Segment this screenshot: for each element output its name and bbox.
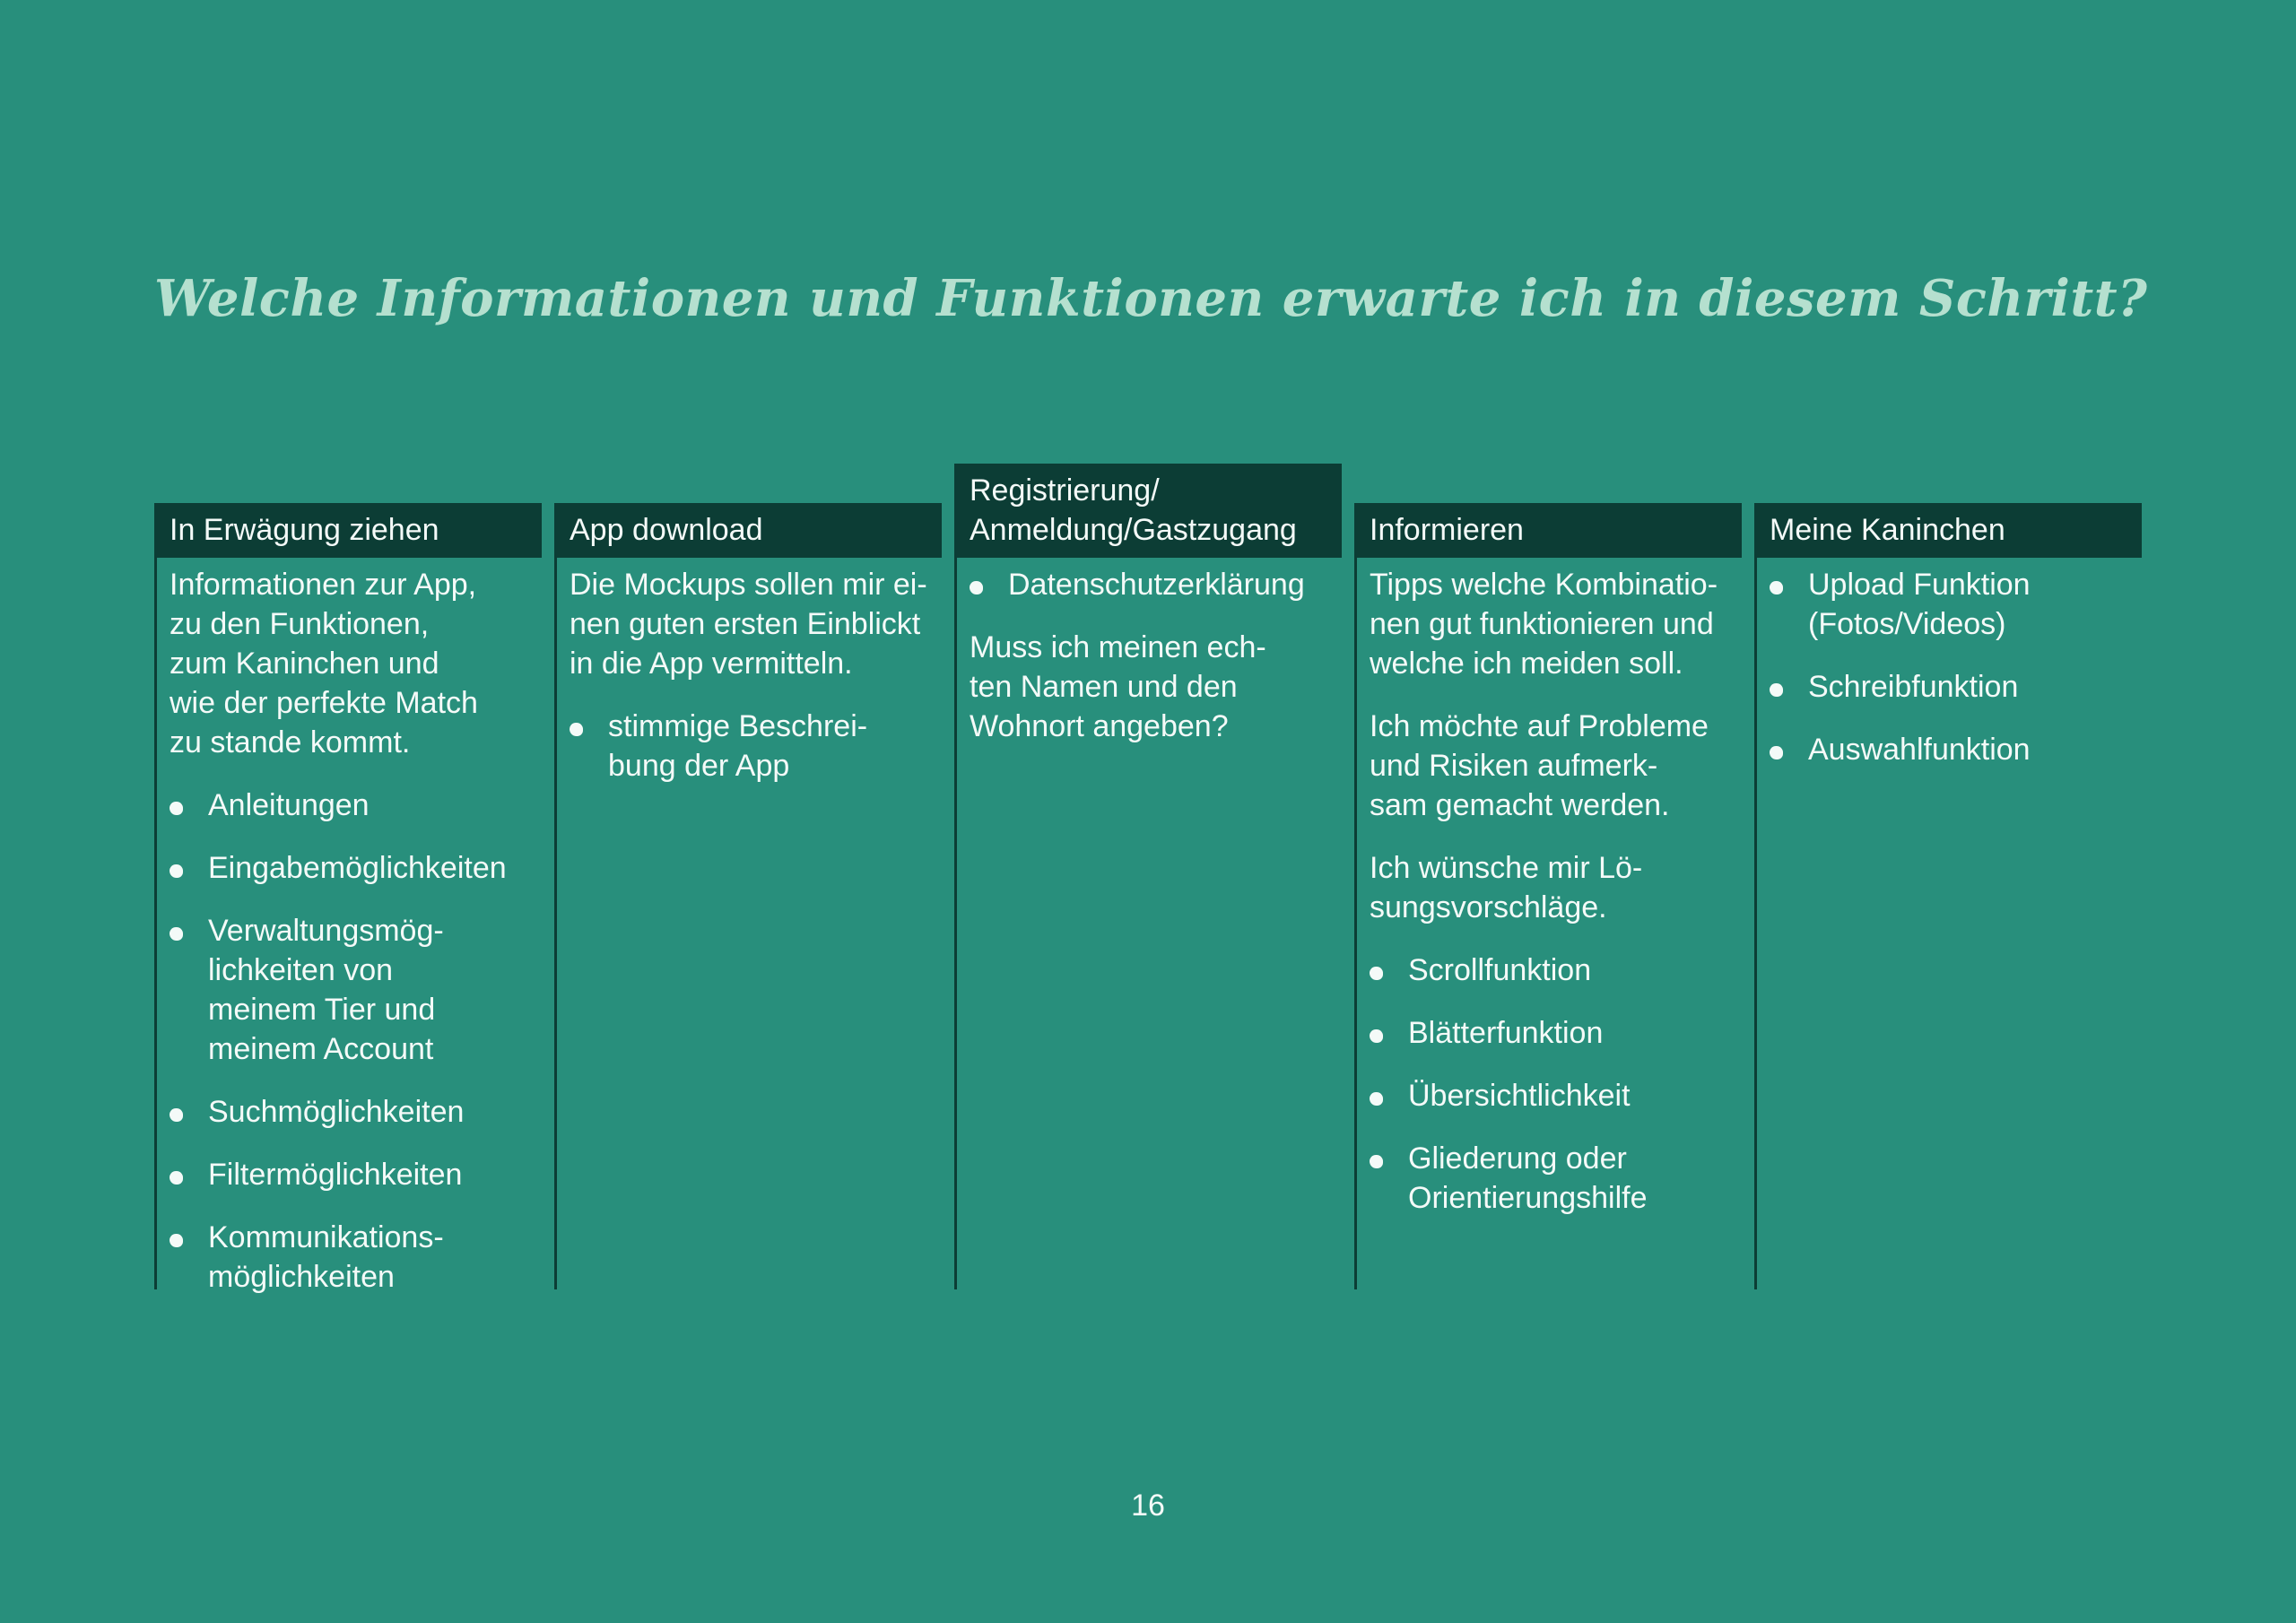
text-line: stimmige Beschrei- xyxy=(608,709,868,743)
column-paragraph xyxy=(1370,565,1733,683)
text-line: nen guten ersten Einblickt xyxy=(570,607,921,641)
text-line: ten Namen und den xyxy=(970,670,1238,704)
bullet-list xyxy=(570,707,933,785)
text-line: sam gemacht werden. xyxy=(1370,788,1670,822)
text-line: Filtermöglichkeiten xyxy=(208,1158,463,1192)
text-line: wie der perfekte Match xyxy=(170,686,478,720)
list-item xyxy=(170,848,533,888)
list-item xyxy=(170,1092,533,1132)
text-line: nen gut funktionieren und xyxy=(1370,607,1714,641)
column-app-download xyxy=(554,0,942,1289)
list-item xyxy=(170,785,533,825)
text-line: meinem Tier und xyxy=(208,993,436,1027)
text-line: Anleitungen xyxy=(208,788,370,822)
bullet-dot-icon xyxy=(1370,1155,1383,1168)
text-line: welche ich meiden soll. xyxy=(1370,647,1683,681)
column-header-line: Anmeldung/Gastzugang xyxy=(970,513,1297,547)
bullet-dot-icon xyxy=(170,927,183,941)
column-header: In Erwägung ziehen xyxy=(154,503,542,558)
list-item xyxy=(1770,730,2133,769)
list-item xyxy=(1370,950,1733,990)
column-paragraph xyxy=(570,565,933,683)
column-header xyxy=(954,464,1342,558)
bullet-dot-icon xyxy=(170,864,183,878)
text-line: Wohnort angeben? xyxy=(970,709,1229,743)
bullet-list xyxy=(170,785,533,1297)
list-item xyxy=(970,565,1333,604)
bullet-dot-icon xyxy=(1370,967,1383,980)
column-left-border xyxy=(554,556,557,1289)
list-item xyxy=(1370,1139,1733,1218)
page-number: 16 xyxy=(1131,1488,1165,1523)
text-line: sungsvorschläge. xyxy=(1370,890,1607,924)
column-in-erwaegung-ziehen xyxy=(154,0,542,1294)
column-body xyxy=(1370,565,1733,1241)
text-line: möglichkeiten xyxy=(208,1260,395,1294)
text-line: Die Mockups sollen mir ei- xyxy=(570,568,927,602)
text-line: Schreibfunktion xyxy=(1808,670,2019,704)
page-title: Welche Informationen und Funktionen erwarte ich in diesem Schritt? xyxy=(154,269,2148,328)
text-line: Auswahlfunktion xyxy=(1808,733,2031,767)
column-left-border xyxy=(954,556,957,1289)
text-line: Suchmöglichkeiten xyxy=(208,1095,465,1129)
list-item xyxy=(1770,667,2133,707)
column-paragraph xyxy=(1370,848,1733,927)
list-item xyxy=(1770,565,2133,644)
text-line: Gliederung oder xyxy=(1408,1141,1627,1176)
bullet-dot-icon xyxy=(1770,683,1783,697)
column-paragraph xyxy=(1370,707,1733,825)
column-body xyxy=(970,565,1333,769)
text-line: meinem Account xyxy=(208,1032,434,1066)
column-body xyxy=(170,565,533,1320)
text-line: Übersichtlichkeit xyxy=(1408,1079,1631,1113)
text-line: Kommunikations- xyxy=(208,1220,444,1254)
text-line: zu den Funktionen, xyxy=(170,607,430,641)
bullet-dot-icon xyxy=(1770,746,1783,759)
bullet-list xyxy=(1370,950,1733,1218)
text-line: bung der App xyxy=(608,749,790,783)
text-line: Orientierungshilfe xyxy=(1408,1181,1648,1215)
column-header-line: Registrierung/ xyxy=(970,473,1160,508)
list-item xyxy=(170,911,533,1069)
bullet-dot-icon xyxy=(970,581,983,595)
text-line: Ich wünsche mir Lö- xyxy=(1370,851,1643,885)
column-header: Informieren xyxy=(1354,503,1742,558)
list-item xyxy=(170,1155,533,1194)
column-left-border xyxy=(1354,556,1357,1289)
column-paragraph xyxy=(970,628,1333,746)
column-informieren xyxy=(1354,0,1742,1289)
column-meine-kaninchen xyxy=(1754,0,2142,1289)
bullet-dot-icon xyxy=(1370,1029,1383,1043)
text-line: Muss ich meinen ech- xyxy=(970,630,1266,664)
text-line: Ich möchte auf Probleme xyxy=(1370,709,1709,743)
text-line: Blätterfunktion xyxy=(1408,1016,1604,1050)
column-registrierung xyxy=(954,0,1342,1289)
text-line: zu stande kommt. xyxy=(170,725,411,759)
bullet-dot-icon xyxy=(1370,1092,1383,1106)
column-header: App download xyxy=(554,503,942,558)
bullet-dot-icon xyxy=(1770,581,1783,595)
text-line: in die App vermitteln. xyxy=(570,647,853,681)
bullet-dot-icon xyxy=(570,723,583,736)
list-item xyxy=(170,1218,533,1297)
column-left-border xyxy=(154,556,157,1289)
list-item xyxy=(570,707,933,785)
text-line: lichkeiten von xyxy=(208,953,394,987)
bullet-dot-icon xyxy=(170,1234,183,1247)
text-line: zum Kaninchen und xyxy=(170,647,439,681)
list-item xyxy=(1370,1013,1733,1053)
column-paragraph xyxy=(170,565,533,762)
bullet-dot-icon xyxy=(170,1171,183,1185)
list-item xyxy=(1370,1076,1733,1115)
text-line: und Risiken aufmerk- xyxy=(1370,749,1658,783)
text-line: (Fotos/Videos) xyxy=(1808,607,2006,641)
text-line: Eingabemöglichkeiten xyxy=(208,851,507,885)
bullet-dot-icon xyxy=(170,802,183,815)
text-line: Upload Funktion xyxy=(1808,568,2031,602)
column-body xyxy=(1770,565,2133,793)
column-body xyxy=(570,565,933,809)
text-line: Verwaltungsmög- xyxy=(208,914,444,948)
text-line: Datenschutzerklärung xyxy=(1008,568,1305,602)
bullet-dot-icon xyxy=(170,1108,183,1122)
text-line: Tipps welche Kombinatio- xyxy=(1370,568,1718,602)
text-line: Informationen zur App, xyxy=(170,568,477,602)
text-line: Scrollfunktion xyxy=(1408,953,1592,987)
bullet-list xyxy=(970,565,1333,604)
column-left-border xyxy=(1754,556,1757,1289)
column-header: Meine Kaninchen xyxy=(1754,503,2142,558)
bullet-list xyxy=(1770,565,2133,769)
